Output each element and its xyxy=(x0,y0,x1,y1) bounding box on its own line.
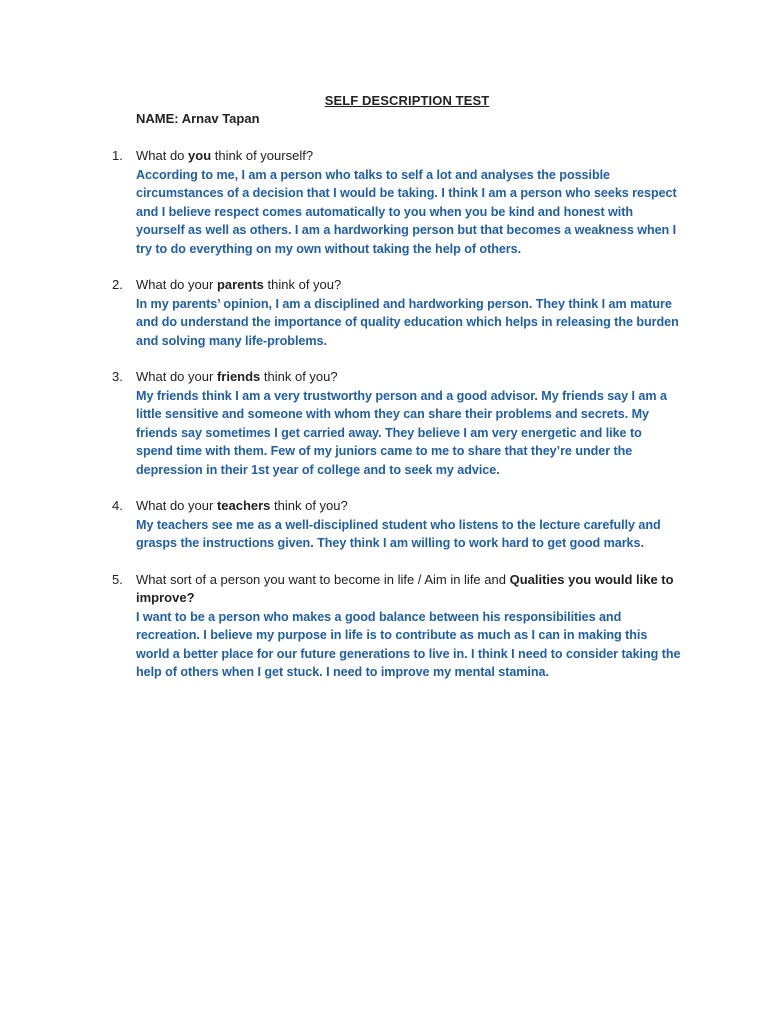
question-number: 4. xyxy=(112,498,123,513)
question-text-after: think of you? xyxy=(260,369,338,384)
question-item-4 xyxy=(0,497,681,553)
question-item-5 xyxy=(0,571,681,682)
answer-text: According to me, I am a person who talks to self a lot and analyses the possible circumstances of a decision that I would be taking. I think I am a person who seeks respect and I believe respect comes automatically to you when you be kind and honest with yourself as well as others. I am a hardworking person but that becomes a weakness when I try to do everything on my own without taking the help of others. xyxy=(136,167,677,256)
question-number: 1. xyxy=(112,148,123,163)
question-item-2 xyxy=(0,276,681,350)
question-emphasis: Qualities you would like to improve? xyxy=(136,571,674,605)
question-number: 3. xyxy=(112,369,123,384)
question-emphasis: parents xyxy=(216,277,264,292)
question-text xyxy=(136,147,681,166)
question-text-before: What sort of a person you want to become in life / Aim in life and xyxy=(136,571,510,587)
question-text xyxy=(136,368,681,387)
student-name: NAME: Arnav Tapan xyxy=(136,111,260,126)
question-item-1 xyxy=(0,147,681,258)
answer-text: In my parents’ opinion, I am a disciplined and hardworking person. They think I am mature and do understand the importance of quality education which helps in releasing the burden and solving many life-problems. xyxy=(136,296,679,348)
answer-text: My teachers see me as a well-disciplined student who listens to the lecture carefully and grasps the instructions given. They think I am willing to work hard to get good marks. xyxy=(136,517,661,550)
question-text-before: What do your xyxy=(136,498,217,513)
question-number: 2. xyxy=(112,277,123,292)
question-text-before: What do xyxy=(136,148,189,163)
question-number: 5. xyxy=(112,571,123,587)
answer-text: My friends think I am a very trustworthy person and a good advisor. My friends say I am a little sensitive and someone with whom they can share their problems and secrets. My friends say sometimes I get carried away. They believe I am very energetic and like to spend time with them. Few of my juniors came to me to share that they’re under the depression in their 1st year of college and to seek my advice. xyxy=(136,388,667,477)
question-text xyxy=(136,497,681,516)
question-text-after: think of you? xyxy=(263,277,342,292)
question-text-before: What do your xyxy=(136,369,217,384)
answer-text: I want to be a person who makes a good balance between his responsibilities and recreation. I believe my purpose in life is to contribute as much as I can in making this world a better place for our future generations to live in. I think I need to consider taking the help of others when I get stuck. I need to improve my mental stamina. xyxy=(136,609,681,679)
question-text-before: What do your xyxy=(136,277,217,292)
question-emphasis: friends xyxy=(216,369,261,384)
question-emphasis: teachers xyxy=(216,498,271,513)
question-list xyxy=(0,147,768,700)
document-title: SELF DESCRIPTION TEST xyxy=(324,93,490,108)
question-text xyxy=(136,276,681,295)
question-text-after: think of you? xyxy=(270,498,348,513)
question-item-3 xyxy=(0,368,681,479)
question-emphasis: you xyxy=(188,148,212,163)
question-text-after: think of yourself? xyxy=(211,148,314,163)
question-text xyxy=(136,571,681,608)
